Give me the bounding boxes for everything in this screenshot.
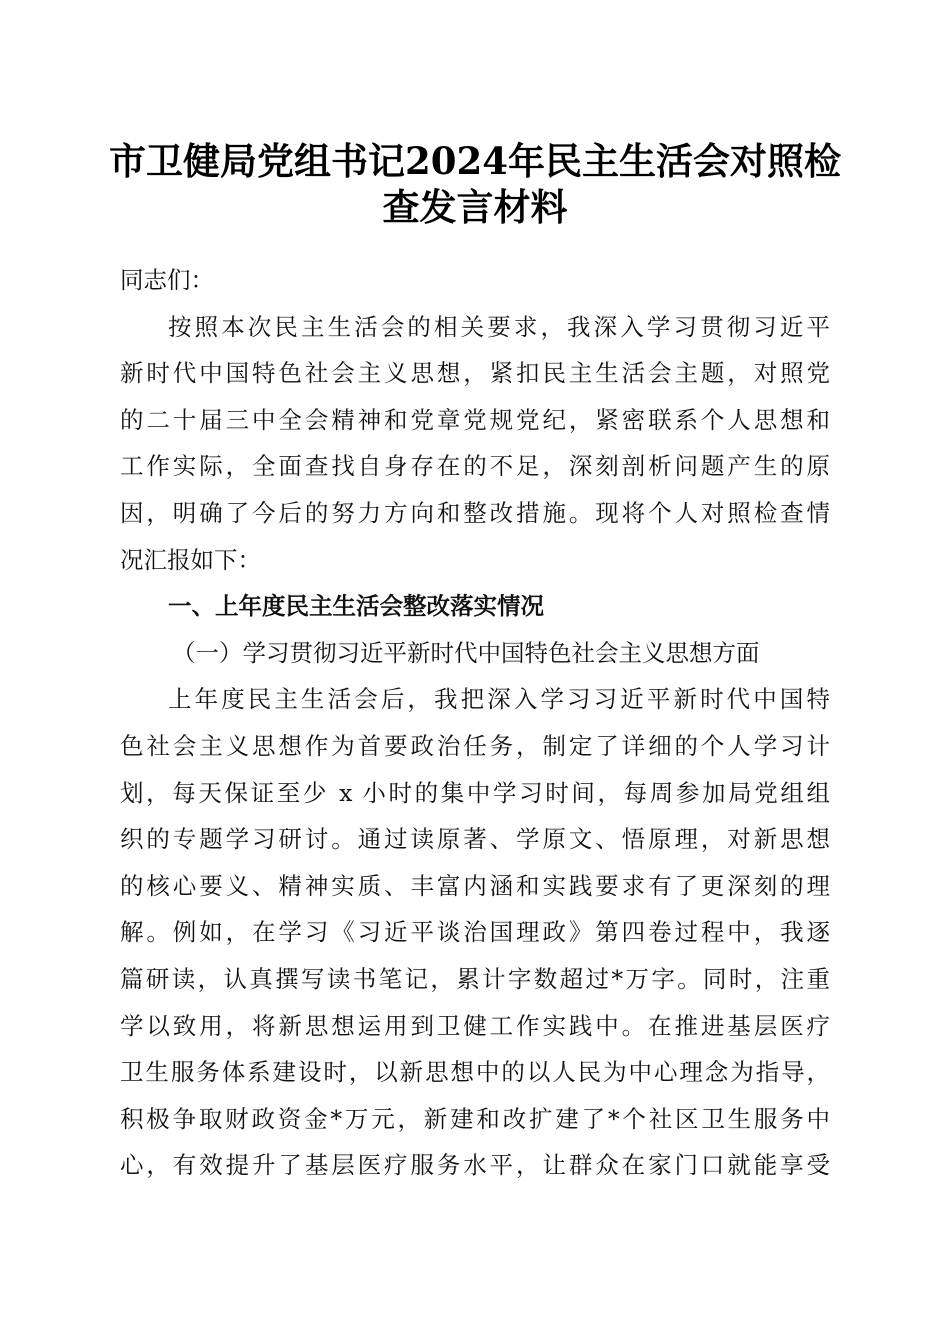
intro-line: 按照本次民主生活会的相关要求，我深入学习贯彻习近平 xyxy=(168,312,830,341)
paragraph-line: 篇研读，认真撰写读书笔记，累计字数超过*万字。同时，注重 xyxy=(120,964,830,993)
intro-line: 新时代中国特色社会主义思想，紧扣民主生活会主题，对照党 xyxy=(120,359,830,388)
paragraph-line: 学以致用，将新思想运用到卫健工作实践中。在推进基层医疗 xyxy=(120,1011,830,1040)
document-title-line-1: 市卫健局党组书记2024年民主生活会对照检 xyxy=(109,139,841,183)
intro-line: 因，明确了今后的努力方向和整改措施。现将个人对照检查情 xyxy=(120,498,830,527)
section-heading-1: 一、上年度民主生活会整改落实情况 xyxy=(168,592,544,621)
intro-line: 工作实际，全面查找自身存在的不足，深刻剖析问题产生的原 xyxy=(120,452,830,481)
paragraph-line: 心，有效提升了基层医疗服务水平，让群众在家门口就能享受 xyxy=(120,1151,830,1180)
salutation: 同志们： xyxy=(120,266,214,294)
paragraph-line: 卫生服务体系建设时，以新思想中的以人民为中心理念为指导， xyxy=(120,1058,830,1087)
intro-line: 况汇报如下： xyxy=(120,545,261,574)
paragraph-line: 解。例如，在学习《习近平谈治国理政》第四卷过程中，我逐 xyxy=(120,918,830,947)
paragraph-line: 上年度民主生活会后，我把深入学习习近平新时代中国特 xyxy=(168,685,830,714)
document-body xyxy=(120,257,830,1189)
intro-line: 的二十届三中全会精神和党章党规党纪，紧密联系个人思想和 xyxy=(120,405,830,434)
paragraph-line: 织的专题学习研讨。通过读原著、学原文、悟原理，对新思想 xyxy=(120,825,830,854)
document-title-line-2: 查发言材料 xyxy=(382,185,568,229)
paragraph-line: 色社会主义思想作为首要政治任务，制定了详细的个人学习计 xyxy=(120,731,830,760)
section-heading-2: （一）学习贯彻习近平新时代中国特色社会主义思想方面 xyxy=(172,638,760,667)
paragraph-line: 划，每天保证至少 x 小时的集中学习时间，每周参加局党组组 xyxy=(120,778,830,807)
paragraph-line: 积极争取财政资金*万元，新建和改扩建了*个社区卫生服务中 xyxy=(120,1104,830,1133)
paragraph-line: 的核心要义、精神实质、丰富内涵和实践要求有了更深刻的理 xyxy=(120,871,830,900)
